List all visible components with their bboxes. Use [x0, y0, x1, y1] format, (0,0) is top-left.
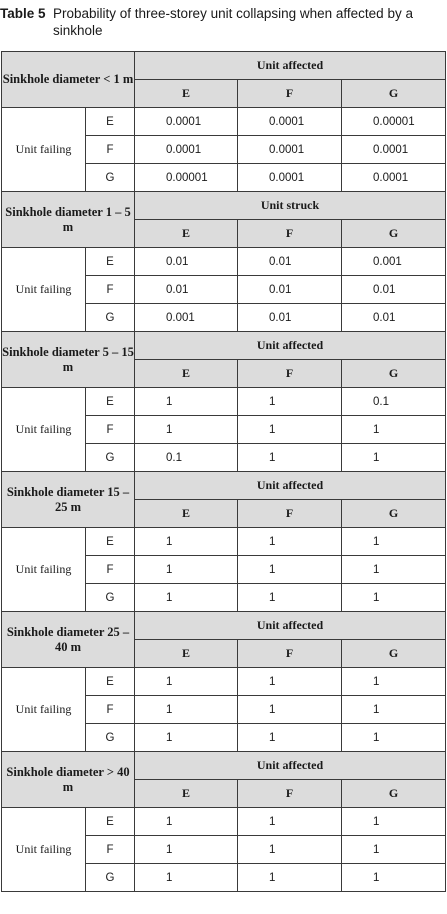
- probability-cell: 1: [238, 584, 342, 612]
- column-header: F: [238, 780, 342, 808]
- probability-cell: 1: [342, 724, 446, 752]
- row-unit-letter: F: [86, 696, 135, 724]
- sinkhole-diameter-label: Sinkhole diameter > 40 m: [2, 752, 135, 808]
- row-unit-letter: F: [86, 556, 135, 584]
- unit-failing-label: Unit failing: [2, 108, 86, 192]
- probability-cell: 0.00001: [135, 164, 238, 192]
- probability-cell: 1: [342, 668, 446, 696]
- unit-header: Unit affected: [135, 332, 446, 360]
- table-row: [2, 108, 446, 136]
- unit-failing-label: Unit failing: [2, 528, 86, 612]
- unit-failing-label: Unit failing: [2, 668, 86, 752]
- probability-table: [1, 51, 446, 892]
- probability-cell: 0.00001: [342, 108, 446, 136]
- probability-cell: 1: [238, 864, 342, 892]
- column-header: G: [342, 780, 446, 808]
- probability-cell: 1: [135, 808, 238, 836]
- probability-cell: 1: [135, 388, 238, 416]
- probability-cell: 1: [342, 864, 446, 892]
- sinkhole-diameter-label: Sinkhole diameter < 1 m: [2, 52, 135, 108]
- probability-cell: 1: [238, 556, 342, 584]
- probability-cell: 1: [135, 864, 238, 892]
- probability-cell: 1: [135, 416, 238, 444]
- probability-cell: 1: [238, 836, 342, 864]
- probability-cell: 0.01: [342, 276, 446, 304]
- unit-header: Unit affected: [135, 752, 446, 780]
- probability-cell: 0.0001: [342, 136, 446, 164]
- column-header: F: [238, 500, 342, 528]
- table-title: Probability of three-storey unit collapsing when affected by a sinkhole: [53, 6, 413, 38]
- row-unit-letter: E: [86, 248, 135, 276]
- probability-cell: 1: [342, 584, 446, 612]
- row-unit-letter: G: [86, 724, 135, 752]
- probability-cell: 1: [342, 416, 446, 444]
- table-row: [2, 528, 446, 556]
- sinkhole-diameter-label: Sinkhole diameter 5 – 15 m: [2, 332, 135, 388]
- probability-cell: 1: [135, 528, 238, 556]
- row-unit-letter: G: [86, 584, 135, 612]
- probability-cell: 0.0001: [135, 136, 238, 164]
- probability-cell: 0.01: [238, 276, 342, 304]
- row-unit-letter: E: [86, 528, 135, 556]
- row-unit-letter: E: [86, 108, 135, 136]
- probability-cell: 1: [135, 836, 238, 864]
- unit-failing-label: Unit failing: [2, 808, 86, 892]
- probability-cell: 0.0001: [135, 108, 238, 136]
- column-header: E: [135, 500, 238, 528]
- probability-cell: 0.001: [342, 248, 446, 276]
- block-header-row: [2, 752, 446, 780]
- column-header: E: [135, 360, 238, 388]
- probability-cell: 1: [238, 724, 342, 752]
- unit-header: Unit struck: [135, 192, 446, 220]
- row-unit-letter: F: [86, 276, 135, 304]
- column-header: G: [342, 220, 446, 248]
- probability-cell: 1: [238, 416, 342, 444]
- probability-cell: 1: [135, 696, 238, 724]
- unit-failing-label: Unit failing: [2, 388, 86, 472]
- table-caption: [0, 0, 440, 39]
- probability-cell: 1: [238, 444, 342, 472]
- probability-cell: 1: [342, 696, 446, 724]
- row-unit-letter: F: [86, 136, 135, 164]
- probability-cell: 1: [238, 528, 342, 556]
- row-unit-letter: F: [86, 416, 135, 444]
- probability-cell: 0.01: [342, 304, 446, 332]
- column-header: F: [238, 220, 342, 248]
- unit-header: Unit affected: [135, 472, 446, 500]
- unit-header: Unit affected: [135, 612, 446, 640]
- row-unit-letter: E: [86, 668, 135, 696]
- probability-cell: 1: [342, 444, 446, 472]
- column-header: G: [342, 360, 446, 388]
- probability-cell: 1: [342, 528, 446, 556]
- row-unit-letter: G: [86, 164, 135, 192]
- unit-header: Unit affected: [135, 52, 446, 80]
- sinkhole-diameter-label: Sinkhole diameter 1 – 5 m: [2, 192, 135, 248]
- probability-cell: 0.1: [135, 444, 238, 472]
- probability-cell: 0.001: [135, 304, 238, 332]
- row-unit-letter: E: [86, 388, 135, 416]
- probability-cell: 0.01: [135, 276, 238, 304]
- table-row: [2, 248, 446, 276]
- row-unit-letter: G: [86, 864, 135, 892]
- probability-cell: 1: [342, 808, 446, 836]
- probability-cell: 0.0001: [238, 108, 342, 136]
- probability-cell: 1: [135, 584, 238, 612]
- column-header: F: [238, 80, 342, 108]
- probability-cell: 1: [342, 836, 446, 864]
- column-header: E: [135, 640, 238, 668]
- probability-cell: 1: [238, 388, 342, 416]
- table-row: [2, 388, 446, 416]
- row-unit-letter: F: [86, 836, 135, 864]
- table-row: [2, 668, 446, 696]
- column-header: G: [342, 500, 446, 528]
- block-header-row: [2, 612, 446, 640]
- probability-cell: 1: [342, 556, 446, 584]
- block-header-row: [2, 52, 446, 80]
- probability-cell: 1: [238, 808, 342, 836]
- probability-cell: 0.01: [238, 248, 342, 276]
- column-header: F: [238, 640, 342, 668]
- probability-cell: 1: [135, 668, 238, 696]
- column-header: G: [342, 640, 446, 668]
- column-header: E: [135, 80, 238, 108]
- table-row: [2, 808, 446, 836]
- sinkhole-diameter-label: Sinkhole diameter 25 – 40 m: [2, 612, 135, 668]
- block-header-row: [2, 332, 446, 360]
- block-header-row: [2, 472, 446, 500]
- probability-cell: 0.01: [135, 248, 238, 276]
- column-header: E: [135, 780, 238, 808]
- probability-cell: 1: [135, 724, 238, 752]
- row-unit-letter: G: [86, 444, 135, 472]
- column-header: E: [135, 220, 238, 248]
- block-header-row: [2, 192, 446, 220]
- probability-cell: 0.0001: [238, 164, 342, 192]
- column-header: G: [342, 80, 446, 108]
- probability-cell: 0.0001: [238, 136, 342, 164]
- row-unit-letter: G: [86, 304, 135, 332]
- probability-cell: 1: [238, 696, 342, 724]
- sinkhole-diameter-label: Sinkhole diameter 15 – 25 m: [2, 472, 135, 528]
- unit-failing-label: Unit failing: [2, 248, 86, 332]
- probability-cell: 0.01: [238, 304, 342, 332]
- probability-cell: 1: [238, 668, 342, 696]
- row-unit-letter: E: [86, 808, 135, 836]
- column-header: F: [238, 360, 342, 388]
- probability-cell: 0.0001: [342, 164, 446, 192]
- probability-cell: 1: [135, 556, 238, 584]
- table-number: Table 5: [0, 6, 46, 21]
- probability-cell: 0.1: [342, 388, 446, 416]
